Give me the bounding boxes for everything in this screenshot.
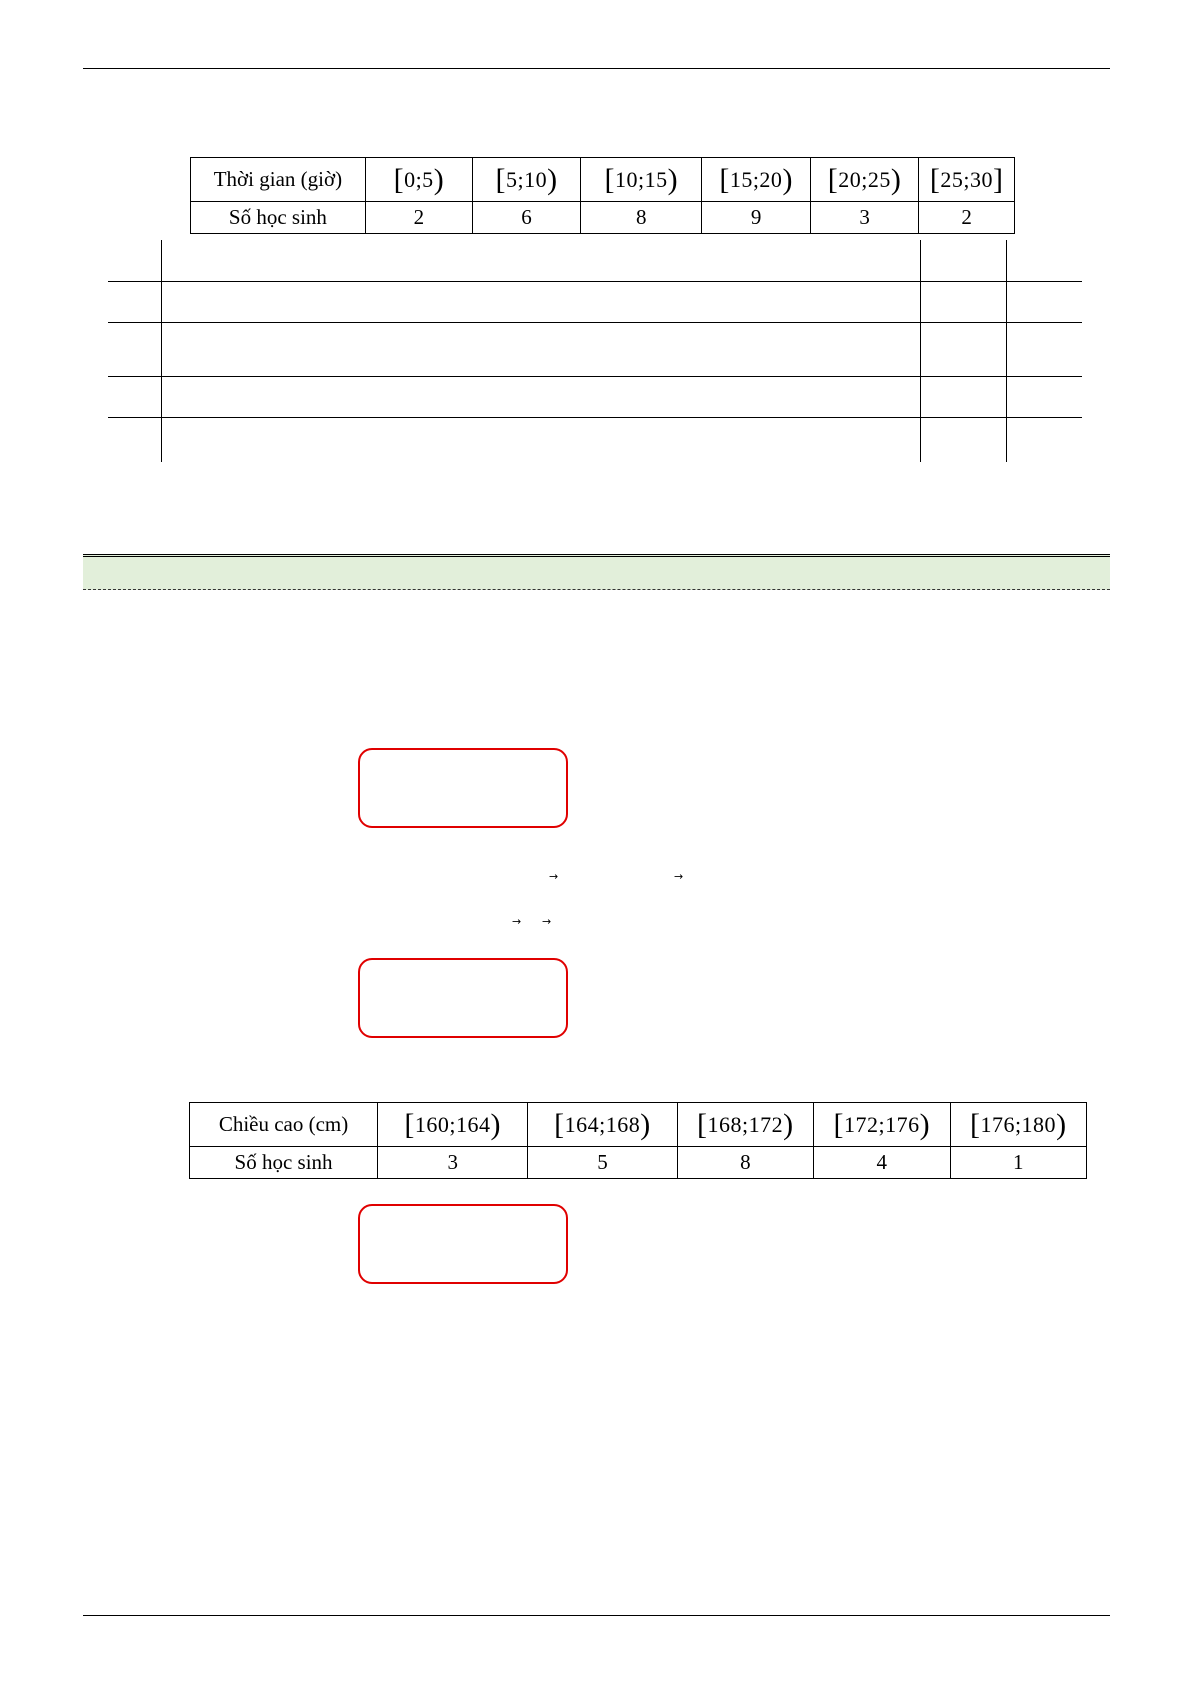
answer-box: [358, 1204, 568, 1284]
row-label-cell: Số học sinh: [191, 202, 366, 234]
footer-rule: [83, 1615, 1110, 1616]
table-header-row: [190, 1103, 1087, 1147]
value-cell: 8: [581, 202, 702, 234]
grid-vline: [161, 240, 162, 462]
value-cell: 1: [950, 1147, 1087, 1179]
interval-cell: [172;176): [814, 1103, 950, 1147]
answer-grid: [108, 240, 1082, 462]
value-cell: 3: [810, 202, 918, 234]
value-cell: 4: [814, 1147, 950, 1179]
header-rule: [83, 68, 1110, 69]
interval-cell: [10;15): [581, 158, 702, 202]
interval-cell: [164;168): [528, 1103, 677, 1147]
interval-cell: [5;10): [472, 158, 580, 202]
header-label-cell: Thời gian (giờ): [191, 158, 366, 202]
interval-cell: [15;20): [702, 158, 810, 202]
interval-cell: [20;25): [810, 158, 918, 202]
table-value-row: [191, 202, 1015, 234]
answer-box: [358, 958, 568, 1038]
value-cell: 8: [677, 1147, 813, 1179]
section-band: [83, 554, 1110, 590]
time-distribution-table: [190, 157, 1015, 234]
value-cell: 5: [528, 1147, 677, 1179]
grid-hline: [108, 281, 1082, 282]
interval-cell: [25;30]: [919, 158, 1015, 202]
grid-hline: [108, 376, 1082, 377]
table-header-row: [191, 158, 1015, 202]
row-label-cell: Số học sinh: [190, 1147, 378, 1179]
value-cell: 2: [919, 202, 1015, 234]
value-cell: 6: [472, 202, 580, 234]
grid-hline: [108, 322, 1082, 323]
grid-vline: [920, 240, 921, 462]
value-cell: 2: [365, 202, 472, 234]
vector-arrow-icon: →: [549, 870, 559, 883]
table-value-row: [190, 1147, 1087, 1179]
vector-arrow-icon: →: [674, 870, 684, 883]
grid-hline: [108, 417, 1082, 418]
value-cell: 3: [378, 1147, 528, 1179]
interval-cell: [168;172): [677, 1103, 813, 1147]
interval-cell: [0;5): [365, 158, 472, 202]
height-distribution-table: [189, 1102, 1087, 1179]
header-label-cell: Chiều cao (cm): [190, 1103, 378, 1147]
vector-arrow-icon: →: [542, 915, 552, 928]
grid-vline: [1006, 240, 1007, 462]
vector-arrow-icon: →: [512, 915, 522, 928]
interval-cell: [176;180): [950, 1103, 1087, 1147]
value-cell: 9: [702, 202, 810, 234]
interval-cell: [160;164): [378, 1103, 528, 1147]
answer-box: [358, 748, 568, 828]
